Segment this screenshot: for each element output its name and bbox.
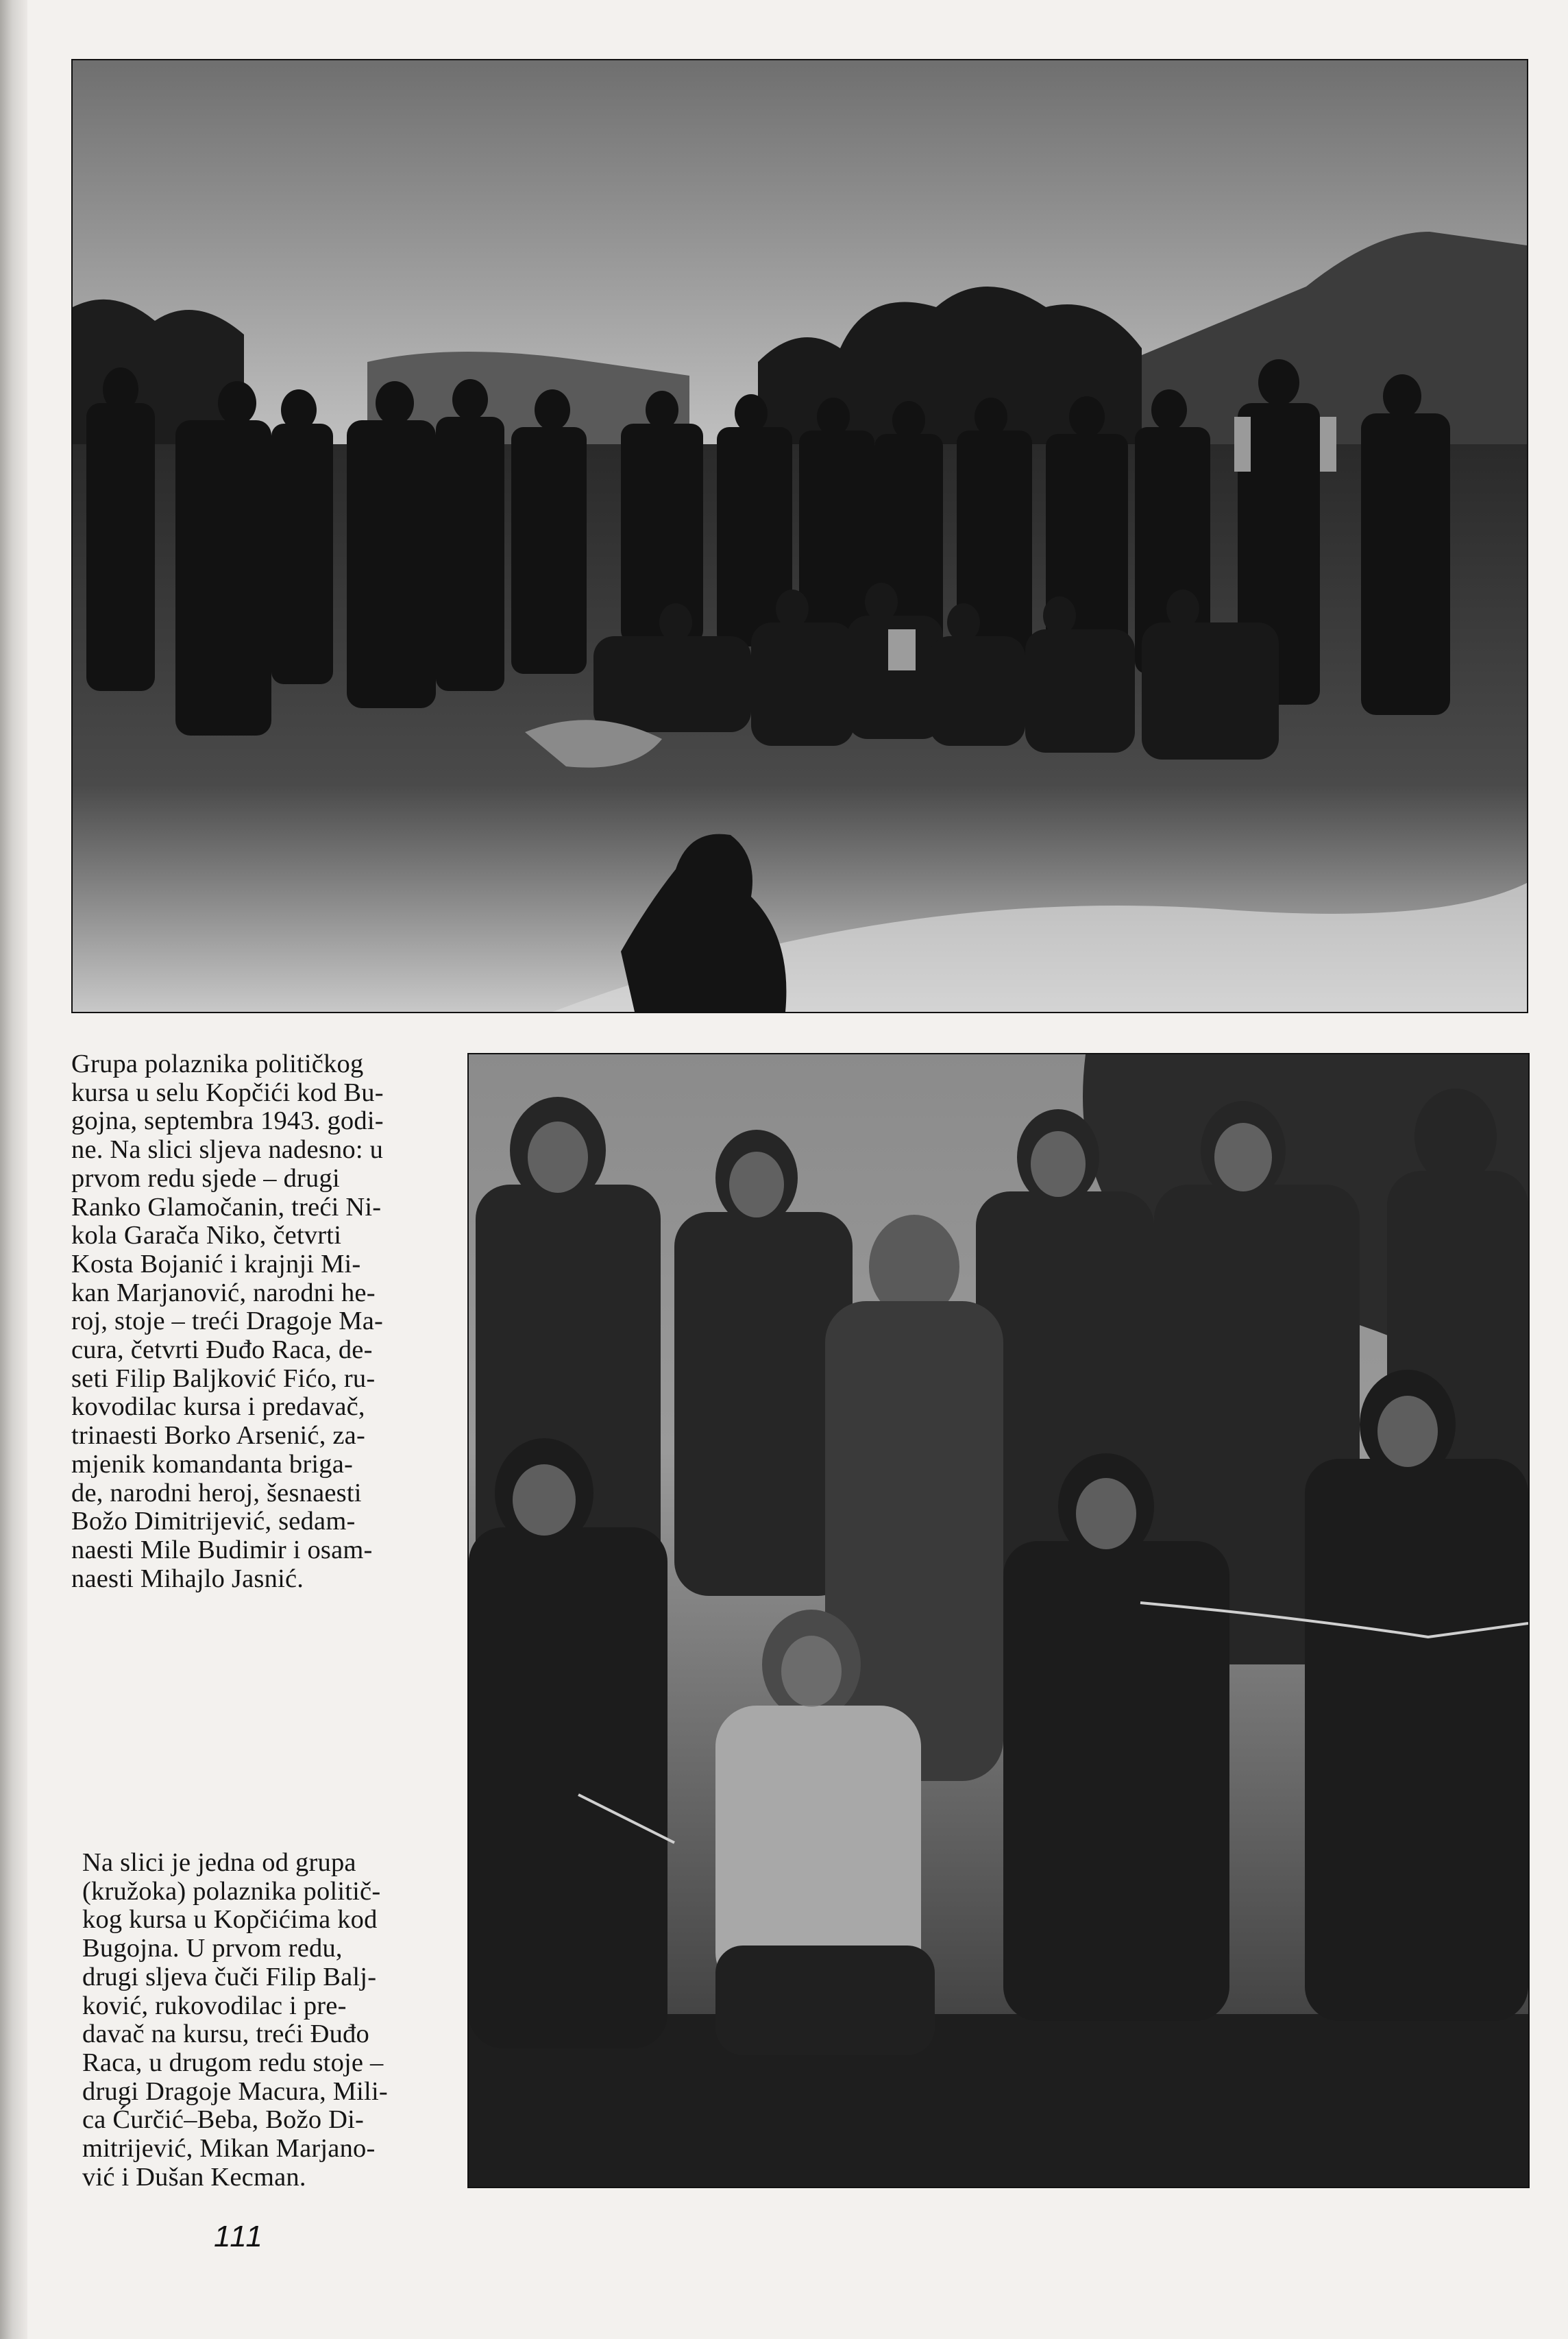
caption-top-photo: Grupa polaznika političkog kursa u selu Kopčići kod Bu- gojna, septembra 1943. godi- ne. Na slici sljeva nadesno: u prvom redu sjede – drugi Ranko Glamočanin, treći Ni- kola Garača Niko, četvrti Kosta Bojanić i krajnji Mi- kan Marjanović, narodni he- roj, stoje – treći Dragoje Ma- cura, četvrti Đuđo Raca, de- seti Filip Baljković Fićo, ru- kovodilac kursa i predavač, trinaesti Borko Arsenić, za- mjenik komandanta briga- de, narodni heroj, šesnaesti Božo Dimitrijević, sedam- naesti Mile Budimir i osam- naesti Mihajlo Jasnić.	[71, 1050, 384, 1593]
page-number: 111	[214, 2220, 264, 2253]
top-group-photo-image	[73, 60, 1527, 1012]
bottom-group-photo-image	[469, 1054, 1528, 2187]
caption-bottom-photo: Na slici je jedna od grupa (kružoka) polaznika politič- kog kursa u Kopčićima kod Bugojna. U prvom redu, drugi sljeva čuči Filip Balj- ković, rukovodilac i pre- davač na kursu, treći Đuđo Raca, u drugom redu stoje – drugi Dragoje Macura, Mili- ca Ćurčić–Beba, Božo Di- mitrijević, Mikan Marjano- vić i Dušan Kecman.	[82, 1848, 388, 2192]
top-group-photo	[71, 59, 1528, 1013]
book-binding-shadow	[0, 0, 27, 2339]
bottom-group-photo	[467, 1053, 1530, 2188]
